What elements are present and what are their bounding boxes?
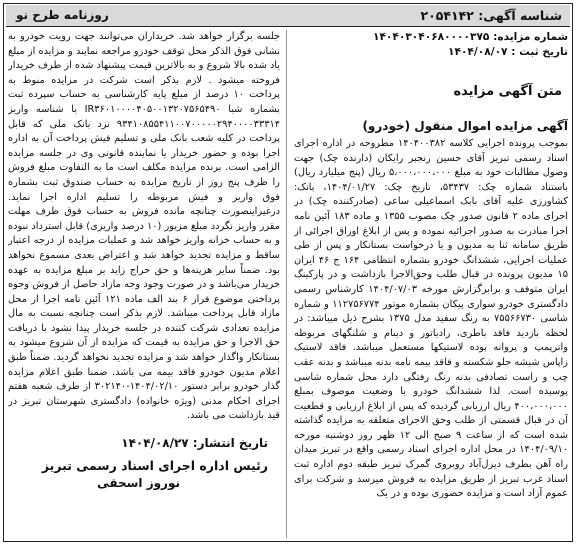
column-divider (286, 30, 287, 538)
signer-name: نوروز اسحقی (97, 476, 180, 491)
newspaper-name: روزنامه طرح نو (16, 8, 109, 22)
left-column (8, 30, 280, 540)
auction-number: شماره مزایده: ۱۴۰۴۰۳۰۴۰۶۸۰۰۰۰۳۷۵ (373, 31, 568, 43)
left-body-text: جلسه برگزار خواهد شد. خریداران می‌توانند جهت رویت خودرو به نشانی فوق الذکر محل توقف خودرو مراجعه نمایند و مزایده از مبلغ یاد شده بالا شروع و به بالاترین قیمت پیشنهاد شده از طرف خریدار فروخته میشود . لازم بذکر است شرکت در مزایده منوط به پرداخت ۱۰ درصد از مبلغ پایه کارشناسی به حساب سپرده ثبت بشماره شبا IR۳۶۰۱۰۰۰۰۴۰۵۰۰۱۳۲۰۷۵۶۵۴۹۰ با شناسه واریز ۹۳۴۱۰۸۵۵۴۱۱۰۰۷۰۰۰۰۰۲۹۴۰۰۰۰۳۳۳۱۴ نزد بانک ملی که قابل پرداخت در کلیه شعب بانک ملی و تسلیم فیش پرداخت آن به اداره اجرا بوده و حضور خریدار یا نماینده قانونی وی در جلسه مزایده الزامی است. برنده مزایده مکلف است ما به التفاوت مبلغ فروش را ظرف پنج روز از تاریخ مزایده به حساب صندوق ثبت بشماره فوق واریز و فیش مربوطه را تسلیم اداره اجرا نماید. درغیراینصورت چنانچه مانده فروش به حساب فوق ظرف مهلت مقرر واریز نگردد مبلغ مزبور (۱۰ درصد واریزی) قابل استرداد نبوده و به حساب خزانه واریز خواهد شد و عملیات مزایده از درجه اعتبار ساقط و مزایده تجدید خواهد شد و اعتراض بعدی مسموع نخواهد بود. ضمناً سایر هزینه‌ها و حق حراج زاید بر مبلغ مزایده به عهده خریدار می‌باشد و در صورت وجود وجه مازاد حاصل از فروش وجوه پرداختی موضوع فراز ۶ بند الف ماده ۱۲۱ آئین نامه اجرا از محل مازاد قابل پرداخت میباشد. لازم بذکر است چنانچه نسبت به مال مزایده تعدادی شرکت کننده در جلسه خریدار پیدا نشود با دریافت حق الاجرا و حق مزایده به قیمت که مزایده از آن شروع میشود به بستانکار واگذار خواهد شد و مزایده تجدید نخواهد گردید. ضمناً طبق اعلام مدیون خودرو فاقد بیمه می باشد. ضمنا طبق اعلام مزایده گذار خودرو برابر دستور ۱۴۰۴/۰۲/۱۰-۳۰۲۱۴۰ از طرف شعبه هفتم اجرای احکام مدنی (ویژه خانواده) دادگستری شهرستان تبریز در قید بازداشت می باشد. (8, 31, 280, 422)
register-date: تاریخ ثبت : ۱۴۰۴/۰۸/۰۷ (448, 46, 568, 58)
sub-title: آگهی مزایده اموال منقول (خودرو) (362, 119, 568, 133)
right-body-text: بموجب پرونده اجرایی کلاسه ۱۴۰۴۰۰۳۸۲ مطروحه در اداره اجرای اسناد رسمی تبریز آقای حسین رنجبر رایکان (دارنده چک) جهت وصول مطالبات خود به مبلغ ۵،۰۰۰،۰۰۰،۰۰۰ ریال (پنج میلیارد ریال) باستناد شماره چک: ۵۳۴۳۷، تاریخ چک: ۱۴۰۴/۰۱/۲۷، بانک: کشاورزی علیه آقای بابک اسماعیلی ساعی (صادرکننده چک) در اجرای ماده ۲ قانون صدور چک مصوب ۱۳۵۵ و ماده ۱۸۳ آئین نامه اجرا مبادرت به صدور اجرائیه نموده و پس از ابلاغ اوراق اجرائی از طریق سامانه ثنا به مدیون و یا درخواست بستانکار و پس از طی عملیات اجرایی، ششدانگ خودرو بشماره انتظامی ۱۶۴ ج ۴۶ ایران ۱۵ مدیون پرونده در قبال طلب وحق‌الاجرا بازداشت و در پارکینگ ایران متوقف و برابرگزارش مورخه ۱۴۰۴/۰۷/۰۳ کارشناس رسمی دادگستری خودرو سواری پیکان بشماره موتور ۱۱۲۷۵۶۷۷۴ و شماره شاسی ۷۵۵۶۶۷۳۰ به رنگ سفید مدل ۱۳۷۵ بشرح ذیل میباشد: در لحظه بازدید فاقد باطری، رادیاتور و دینام و شلنگهای مربوطه واترپمپ و پروانه بوده لاستیکها مستعمل میباشد. فاقد لاستیک زاپاس شیشه جلو شکسته و فاقد بیمه نامه بدنه میباشد و بدنه عقب چپ و راست تصادفی بدنه رنگ رفتگی دارد محل شماره شاسی پوسیده است. لذا ششدانگ خودرو با وضعیت موصوف بمبلغ ۴۰۰،۰۰۰،۰۰۰ ریال ارزیابی گردیده که پس از ابلاغ ارزیابی و قطعیت آن در قبال قسمتی از طلب وحق الاجرای متعلقه به مزایده گذاشته شده است که از ساعت ۹ صبح الی ۱۲ ظهر روز دوشنبه مورخه ۱۴۰۴/۰۹/۱۰ در محل اداره اجرای اسناد رسمی واقع در تبریز میدان راه آهن بطرف دیزل‌آباد روبروی گمرک تبریز طبقه دوم اداره ثبت اسناد غرب تبریز از طریق مزایده به فروش میرسد و شرکت برای عموم آزاد است و مزایده حضوری بوده و در یک (294, 138, 568, 500)
ad-id: شناسه آگهی: ۲۰۵۴۱۴۲ (420, 8, 562, 23)
ad-header (6, 5, 570, 27)
right-column (294, 30, 568, 540)
signer-title: رئیس اداره اجرای اسناد رسمی تبریز (41, 458, 268, 474)
publish-date: تاریخ انتشار: ۱۴۰۴/۰۸/۲۷ (121, 436, 268, 451)
main-title: متن آگهی مزایده (453, 84, 562, 99)
